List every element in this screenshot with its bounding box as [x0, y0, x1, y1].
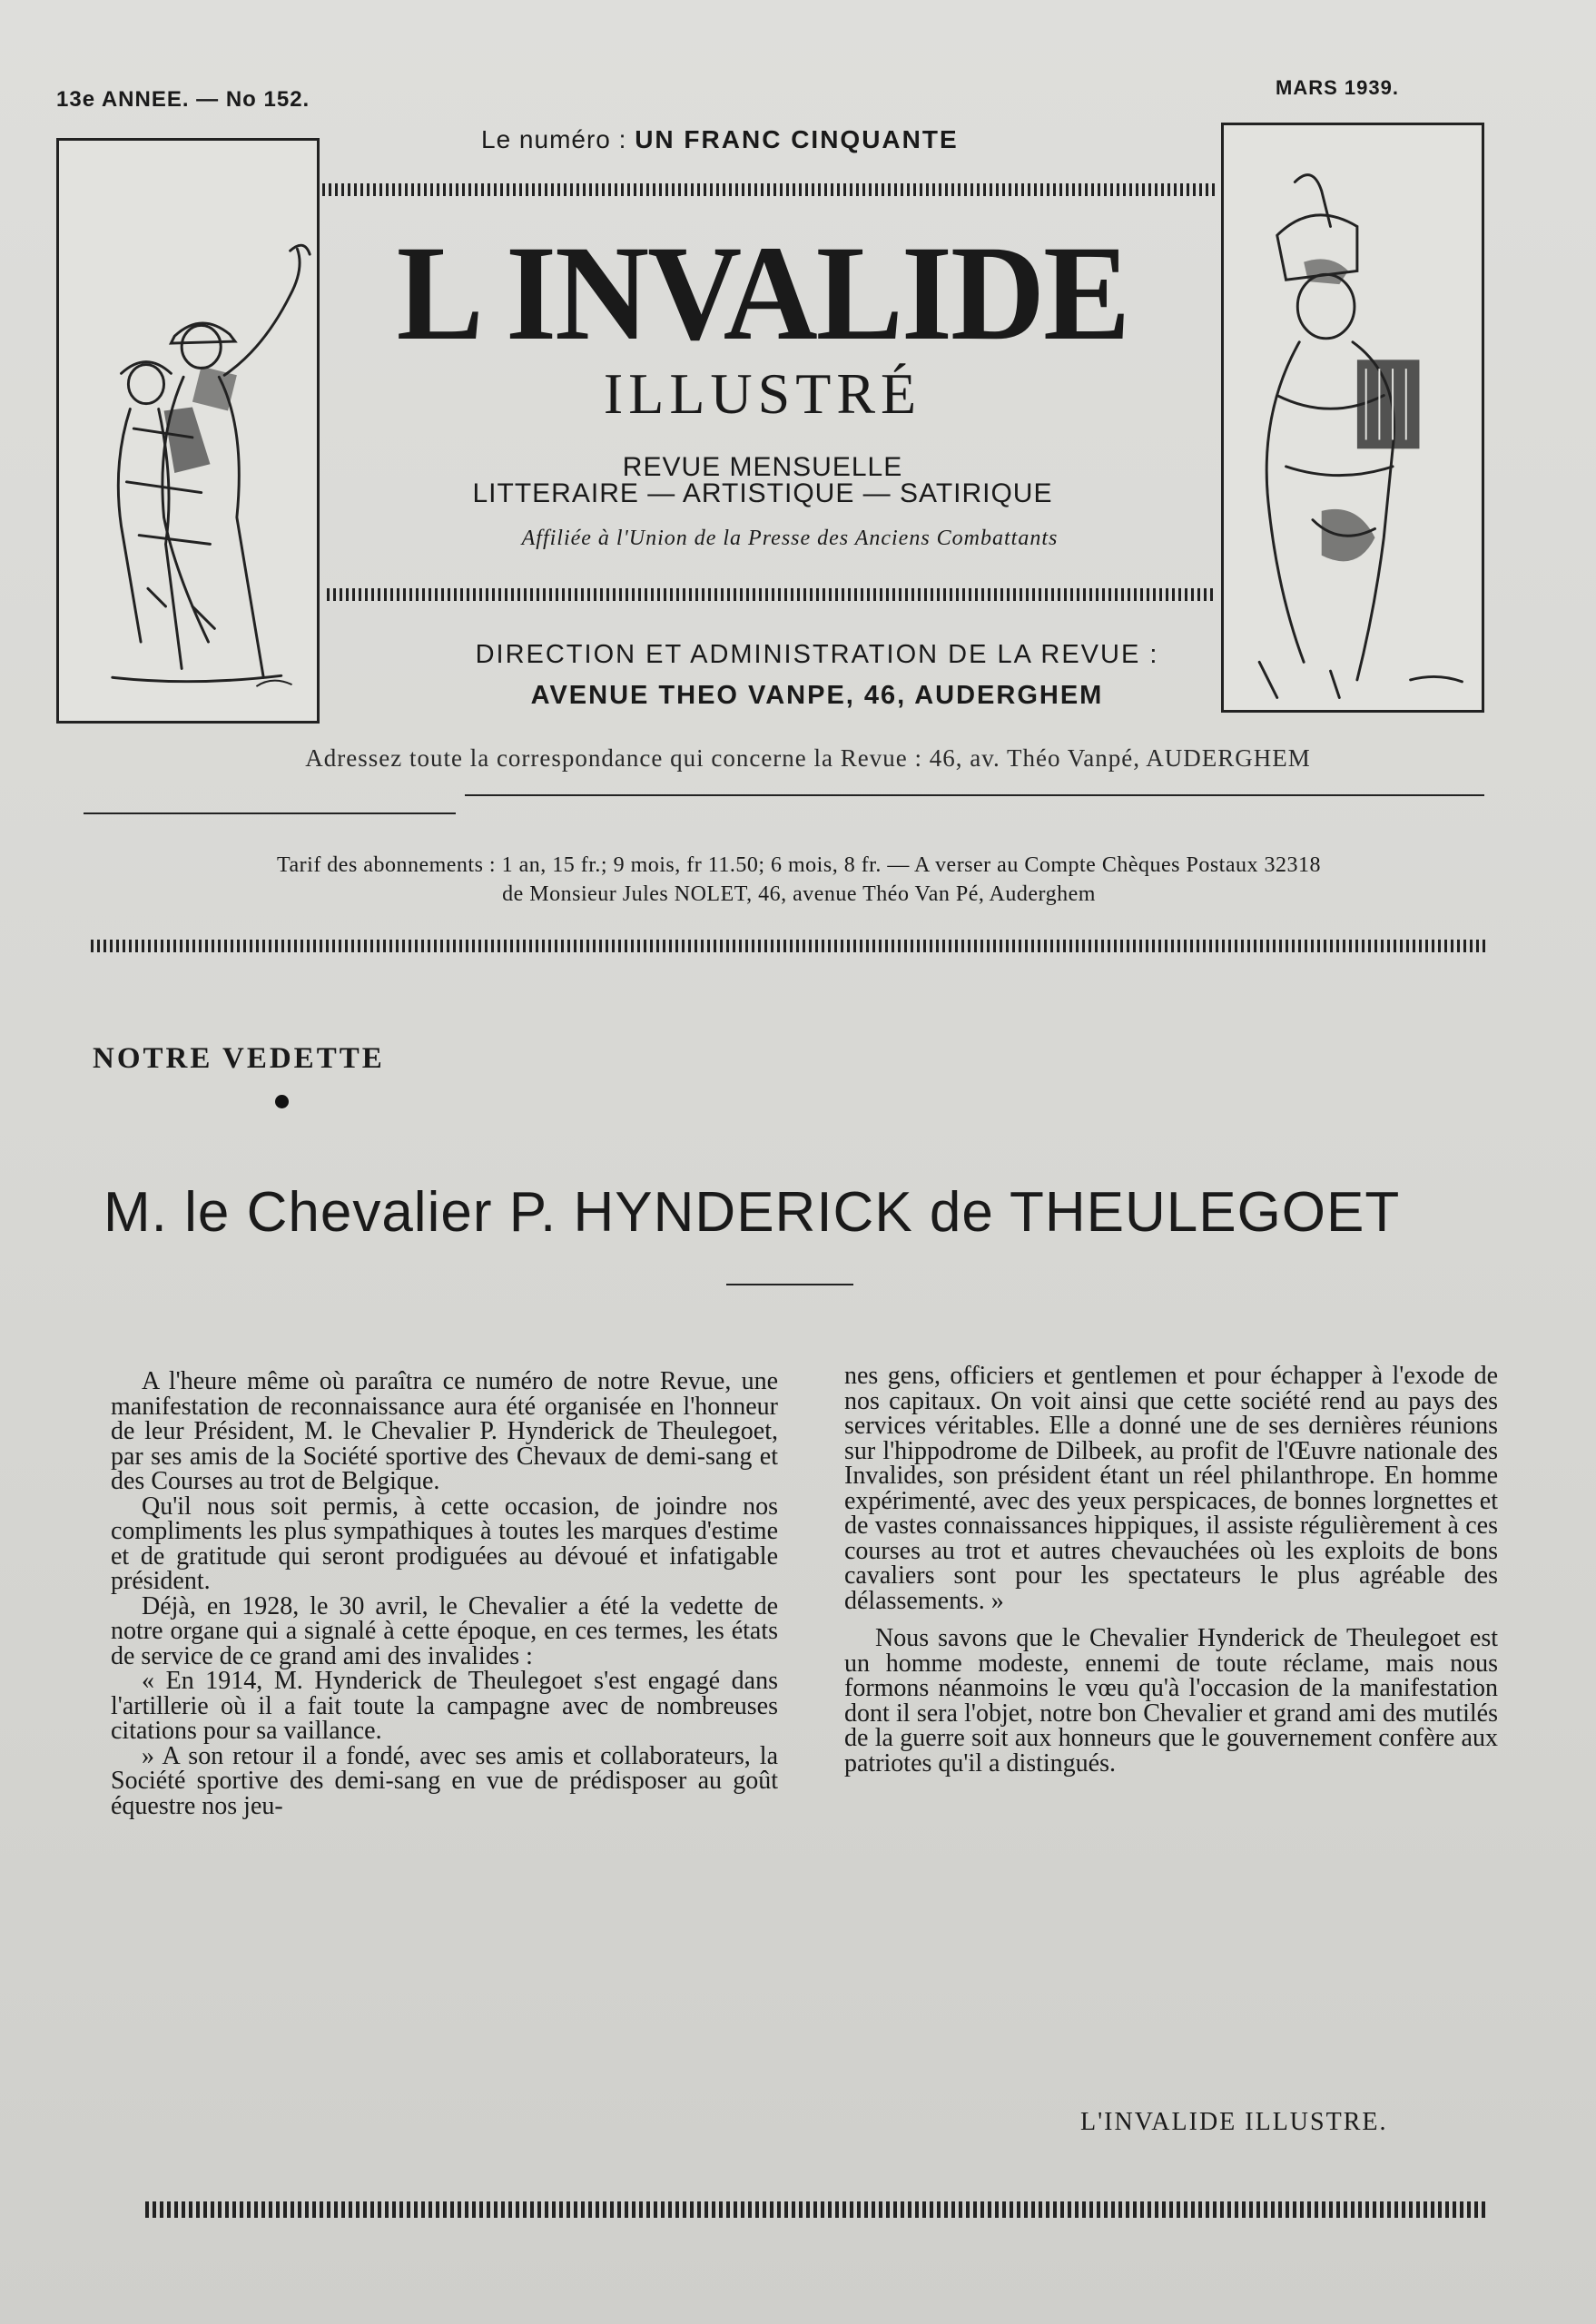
affiliation-line: Affiliée à l'Union de la Presse des Anciens Combattants: [521, 527, 1059, 550]
issue-date: MARS 1939.: [1276, 76, 1399, 99]
tarif-line-2: de Monsieur Jules NOLET, 46, avenue Théo Van Pé, Auderghem: [502, 882, 1096, 906]
price-prefix: Le numéro :: [481, 125, 627, 153]
right-illustration: [1221, 123, 1484, 713]
section-heading: NOTRE VEDETTE: [93, 1042, 385, 1075]
issue-number: 13e ANNEE. — No 152.: [56, 87, 310, 112]
soldiers-drawing: [59, 141, 317, 721]
masthead-subtitle: ILLUSTRÉ: [603, 361, 922, 426]
paragraph: Qu'il nous soit permis, à cette occasion, de joindre nos compliments les plus sympathiques à toutes les marques d'estime et de gratitude qui seront prodiguées au dévoué et infatigable président.: [111, 1492, 778, 1595]
price-line: [481, 125, 959, 154]
revue-line-1: REVUE MENSUELLE: [622, 452, 903, 482]
correspondence-line: Adressez toute la correspondance qui concerne la Revue : 46, av. Théo Vanpé, AUDERGHEM: [305, 744, 1311, 772]
musician-soldier-drawing: [1224, 125, 1482, 710]
ornamental-rule-bottom: [145, 2201, 1489, 2218]
paragraph: Nous savons que le Chevalier Hynderick de Theulegoet est un homme modeste, ennemi de toute réclame, mais nous formons néanmoins le vœu qu'à l'occasion de la manifestation dont il sera l'objet, notre bon Chevalier et grand ami des mutilés de la guerre soit aux honneurs que le gouvernement confère aux patriotes qu'il a distingués.: [844, 1624, 1498, 1777]
bullet-dot: [275, 1095, 289, 1108]
article-column-1: [111, 1369, 778, 1818]
paragraph: « En 1914, M. Hynderick de Theulegoet s'est engagé dans l'artillerie où il a fait toute la campagne avec de nombreuses citations pour sa vaillance.: [111, 1667, 778, 1745]
ornamental-rule: [91, 940, 1489, 952]
paragraph: A l'heure même où paraîtra ce numéro de notre Revue, une manifestation de reconnaissance aura été organisée en l'honneur de leur Président, M. le Chevalier P. Hynderick de Theulegoet, par ses amis de la Société sportive des Chevaux de demi-sang et des Courses au trot de Belgique.: [111, 1367, 778, 1495]
signature: L'INVALIDE ILLUSTRE.: [1080, 2108, 1388, 2136]
divider: [84, 812, 456, 814]
paragraph: Déjà, en 1928, le 30 avril, le Chevalier a été la vedette de notre organe qui a signalé à cette époque, en ces termes, les états de service de ce grand ami des invalides :: [111, 1591, 778, 1670]
masthead-title: L INVALIDE: [396, 218, 1129, 369]
left-illustration: [56, 138, 320, 724]
price-value: UN FRANC CINQUANTE: [635, 125, 959, 153]
article-column-2: [844, 1364, 1498, 1776]
article-title: M. le Chevalier P. HYNDERICK de THEULEGOET: [103, 1181, 1401, 1244]
title-rule: [726, 1284, 853, 1285]
direction-line-2: AVENUE THEO VANPE, 46, AUDERGHEM: [530, 681, 1104, 710]
revue-line-2: LITTERAIRE — ARTISTIQUE — SATIRIQUE: [472, 478, 1053, 508]
divider: [465, 794, 1484, 796]
direction-line-1: DIRECTION ET ADMINISTRATION DE LA REVUE :: [475, 640, 1159, 669]
tarif-line-1: Tarif des abonnements : 1 an, 15 fr.; 9 mois, fr 11.50; 6 mois, 8 fr. — A verser au Compte Chèques Postaux 32318: [277, 853, 1321, 877]
paragraph: nes gens, officiers et gentlemen et pour échapper à l'exode de nos capitaux. On voit ainsi que cette société rend au pays des services véritables. Elle a donné une de ses dernières réunions sur l'hippodrome de Dilbeek, au profit de l'Œuvre nationale des Invalides, son président étant un réel philanthrope. En homme expérimenté, avec des yeux perspicaces, de bonnes lorgnettes et de vastes connaissances hippiques, il assiste régulièrement à ces courses au trot et autres chevauchées où les exploits de bons cavaliers sont pour les spectateurs le plus agréable des délassements. »: [844, 1362, 1498, 1615]
ornamental-rule: [327, 588, 1217, 601]
paragraph: » A son retour il a fondé, avec ses amis et collaborateurs, la Société sportive des demi-sang en vue de prédisposer au goût équestre nos jeu-: [111, 1741, 778, 1820]
ornamental-rule: [322, 183, 1217, 196]
